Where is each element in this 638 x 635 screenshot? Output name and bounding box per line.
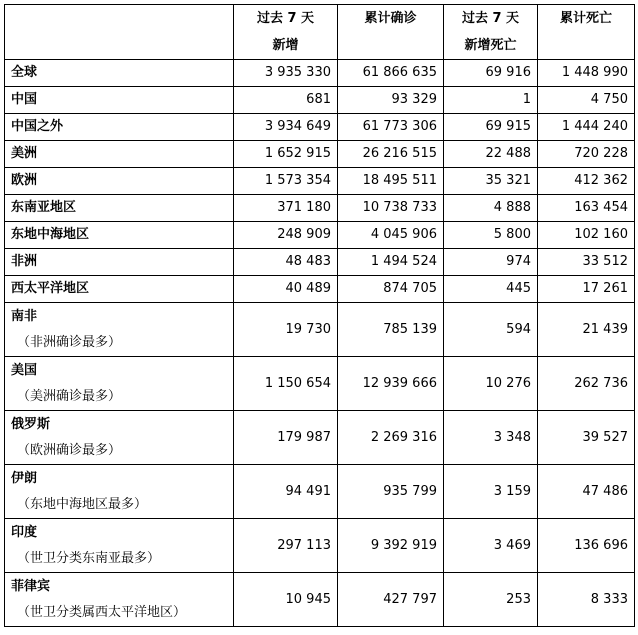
- table-row: [5, 168, 635, 195]
- covid-stats-table: [4, 4, 635, 627]
- total-deaths-cell: 4 750: [538, 87, 635, 114]
- new-deaths-7d-cell: 69 915: [444, 114, 538, 141]
- row-label: [5, 114, 234, 141]
- new-deaths-7d-cell: 3 348: [444, 411, 538, 465]
- total-deaths-cell: 1 448 990: [538, 60, 635, 87]
- total-cases-cell: 10 738 733: [338, 195, 444, 222]
- new-deaths-7d-cell: 22 488: [444, 141, 538, 168]
- region-note: （非洲确诊最多）: [17, 334, 122, 350]
- region-name: 俄罗斯: [11, 416, 51, 432]
- region-name: 东南亚地区: [11, 200, 77, 215]
- region-name: 美国: [11, 362, 38, 378]
- total-deaths-cell: 1 444 240: [538, 114, 635, 141]
- total-cases-cell: 61 866 635: [338, 60, 444, 87]
- region-name: 中国: [11, 92, 38, 107]
- table-row: [5, 114, 635, 141]
- region-name: 印度: [11, 524, 38, 540]
- table-row: [5, 411, 635, 465]
- row-label: [5, 249, 234, 276]
- table-row: [5, 573, 635, 627]
- region-name: 南非: [11, 308, 38, 324]
- table-row: [5, 357, 635, 411]
- region-note: （美洲确诊最多）: [17, 388, 122, 404]
- header-total-deaths: 累计死亡: [538, 5, 635, 60]
- total-deaths-cell: 412 362: [538, 168, 635, 195]
- new-deaths-7d-cell: 974: [444, 249, 538, 276]
- new-deaths-7d-cell: 1: [444, 87, 538, 114]
- table-row: [5, 519, 635, 573]
- total-deaths-cell: 39 527: [538, 411, 635, 465]
- header-new-7d: 过去 7 天 新增: [234, 5, 338, 60]
- table-row: [5, 87, 635, 114]
- new-deaths-7d-cell: 445: [444, 276, 538, 303]
- table-row: [5, 195, 635, 222]
- row-label: [5, 276, 234, 303]
- header-new-deaths-7d: 过去 7 天 新增死亡: [444, 5, 538, 60]
- new-deaths-7d-cell: 3 469: [444, 519, 538, 573]
- row-label: [5, 222, 234, 249]
- total-deaths-cell: 102 160: [538, 222, 635, 249]
- new-7d-cell: 1 573 354: [234, 168, 338, 195]
- total-cases-cell: 874 705: [338, 276, 444, 303]
- total-cases-cell: 4 045 906: [338, 222, 444, 249]
- region-note: （欧洲确诊最多）: [17, 442, 122, 458]
- region-name: 全球: [11, 65, 38, 80]
- region-name: 中国之外: [11, 119, 64, 134]
- region-note: （东地中海地区最多）: [17, 496, 148, 512]
- total-deaths-cell: 163 454: [538, 195, 635, 222]
- row-label: [5, 87, 234, 114]
- header-region: [5, 5, 234, 60]
- new-7d-cell: 3 935 330: [234, 60, 338, 87]
- region-name: 非洲: [11, 254, 38, 269]
- total-cases-cell: 1 494 524: [338, 249, 444, 276]
- region-name: 菲律宾: [11, 578, 51, 594]
- total-cases-cell: 785 139: [338, 303, 444, 357]
- new-7d-cell: 1 150 654: [234, 357, 338, 411]
- new-deaths-7d-cell: 69 916: [444, 60, 538, 87]
- region-name: 美洲: [11, 146, 38, 161]
- region-name: 西太平洋地区: [11, 281, 90, 296]
- total-cases-cell: 9 392 919: [338, 519, 444, 573]
- new-7d-cell: 19 730: [234, 303, 338, 357]
- new-deaths-7d-cell: 594: [444, 303, 538, 357]
- total-deaths-cell: 33 512: [538, 249, 635, 276]
- new-deaths-7d-cell: 253: [444, 573, 538, 627]
- row-label: [5, 303, 234, 357]
- row-label: [5, 411, 234, 465]
- new-deaths-7d-cell: 35 321: [444, 168, 538, 195]
- new-7d-cell: 179 987: [234, 411, 338, 465]
- row-label: [5, 195, 234, 222]
- row-label: [5, 60, 234, 87]
- new-7d-cell: 3 934 649: [234, 114, 338, 141]
- new-7d-cell: 94 491: [234, 465, 338, 519]
- total-cases-cell: 12 939 666: [338, 357, 444, 411]
- new-7d-cell: 371 180: [234, 195, 338, 222]
- new-7d-cell: 10 945: [234, 573, 338, 627]
- total-deaths-cell: 47 486: [538, 465, 635, 519]
- row-label: [5, 519, 234, 573]
- new-7d-cell: 248 909: [234, 222, 338, 249]
- total-cases-cell: 61 773 306: [338, 114, 444, 141]
- total-cases-cell: 935 799: [338, 465, 444, 519]
- row-label: [5, 573, 234, 627]
- total-deaths-cell: 17 261: [538, 276, 635, 303]
- total-deaths-cell: 21 439: [538, 303, 635, 357]
- new-deaths-7d-cell: 10 276: [444, 357, 538, 411]
- header-row: [5, 5, 635, 60]
- row-label: [5, 168, 234, 195]
- table-row: [5, 141, 635, 168]
- header-total-cases: 累计确诊: [338, 5, 444, 60]
- total-cases-cell: 93 329: [338, 87, 444, 114]
- total-deaths-cell: 720 228: [538, 141, 635, 168]
- new-deaths-7d-cell: 4 888: [444, 195, 538, 222]
- total-deaths-cell: 262 736: [538, 357, 635, 411]
- region-note: （世卫分类东南亚最多）: [17, 550, 161, 566]
- table-row: [5, 249, 635, 276]
- region-name: 东地中海地区: [11, 227, 90, 242]
- table-row: [5, 303, 635, 357]
- row-label: [5, 141, 234, 168]
- row-label: [5, 357, 234, 411]
- row-label: [5, 465, 234, 519]
- new-deaths-7d-cell: 3 159: [444, 465, 538, 519]
- total-deaths-cell: 136 696: [538, 519, 635, 573]
- region-note: （世卫分类属西太平洋地区）: [17, 604, 187, 620]
- total-cases-cell: 2 269 316: [338, 411, 444, 465]
- region-name: 欧洲: [11, 173, 38, 188]
- total-cases-cell: 18 495 511: [338, 168, 444, 195]
- new-7d-cell: 681: [234, 87, 338, 114]
- new-7d-cell: 40 489: [234, 276, 338, 303]
- table-row: [5, 465, 635, 519]
- table-row: [5, 276, 635, 303]
- new-7d-cell: 1 652 915: [234, 141, 338, 168]
- total-cases-cell: 26 216 515: [338, 141, 444, 168]
- new-7d-cell: 48 483: [234, 249, 338, 276]
- table-row: [5, 222, 635, 249]
- new-7d-cell: 297 113: [234, 519, 338, 573]
- region-name: 伊朗: [11, 470, 38, 486]
- total-deaths-cell: 8 333: [538, 573, 635, 627]
- total-cases-cell: 427 797: [338, 573, 444, 627]
- table-row: [5, 60, 635, 87]
- new-deaths-7d-cell: 5 800: [444, 222, 538, 249]
